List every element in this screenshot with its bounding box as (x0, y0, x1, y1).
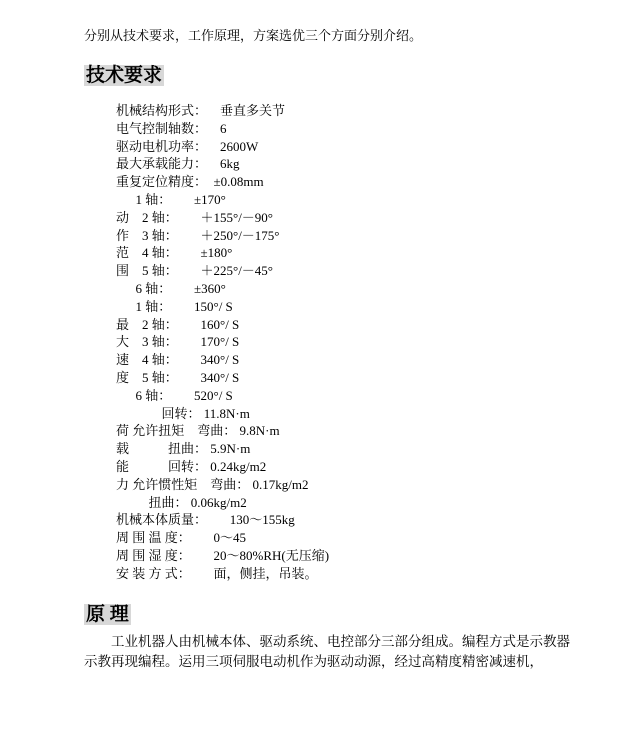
spec-line: 周 围 温 度： 0～45 (116, 530, 247, 546)
spec-line: 最 2 轴： 160°/ S (116, 316, 240, 332)
paragraph-line: 工业机器人由机械本体、驱动系统、电控部分三部分组成。编程方式是示教器 (111, 633, 570, 649)
spec-line: 力 允许惯性矩 弯曲： 0.17kg/m2 (116, 476, 309, 492)
spec-line: 载 扭曲： 5.9N·m (116, 441, 251, 457)
spec-line: 荷 允许扭矩 弯曲： 9.8N·m (116, 423, 280, 439)
spec-line: 驱动电机功率： 2600W (116, 138, 259, 154)
spec-line: 度 5 轴： 340°/ S (116, 369, 240, 385)
paragraph-line: 示教再现编程。运用三项伺服电动机作为驱动动源，经过高精度精密减速机， (84, 653, 543, 669)
spec-line: 大 3 轴： 170°/ S (116, 334, 240, 350)
spec-line: 速 4 轴： 340°/ S (116, 352, 240, 368)
spec-line: 扭曲： 0.06kg/m2 (116, 494, 247, 510)
spec-line: 能 回转： 0.24kg/m2 (116, 458, 267, 474)
principle-paragraph (84, 632, 591, 672)
spec-line: 回转： 11.8N·m (116, 405, 250, 421)
spec-line: 安 装 方 式： 面，侧挂，吊装。 (116, 565, 318, 581)
spec-line: 电气控制轴数： 6 (116, 120, 227, 136)
spec-line: 作 3 轴： ＋250°/－175° (116, 227, 280, 243)
spec-line: 1 轴： 150°/ S (116, 298, 233, 314)
spec-line: 围 5 轴： ＋225°/－45° (116, 263, 274, 279)
principle-section-heading-text: 原 理 (86, 603, 129, 625)
spec-line: 机械结构形式： 垂直多关节 (116, 103, 286, 118)
spec-line: 机械本体质量： 130～155kg (116, 512, 295, 528)
spec-line: 最大承载能力： 6kg (116, 156, 240, 172)
tech-section-heading-text: 技术要求 (86, 65, 163, 86)
spec-line: 范 4 轴： ±180° (116, 245, 233, 261)
principle-section-heading (84, 603, 591, 627)
tech-section-heading (84, 64, 591, 88)
spec-line: 周 围 湿 度： 20～80%RH(无压缩) (116, 547, 330, 563)
spec-line: 6 轴： 520°/ S (116, 387, 233, 403)
spec-line: 1 轴： ±170° (116, 191, 226, 207)
spec-line: 动 2 轴： ＋155°/－90° (116, 209, 274, 225)
spec-line: 6 轴： ±360° (116, 280, 226, 296)
spec-line: 重复定位精度： ±0.08mm (116, 174, 264, 190)
intro-paragraph: 分别从技术要求，工作原理，方案选优三个方面分别介绍。 (84, 28, 423, 43)
spec-list (84, 102, 591, 583)
